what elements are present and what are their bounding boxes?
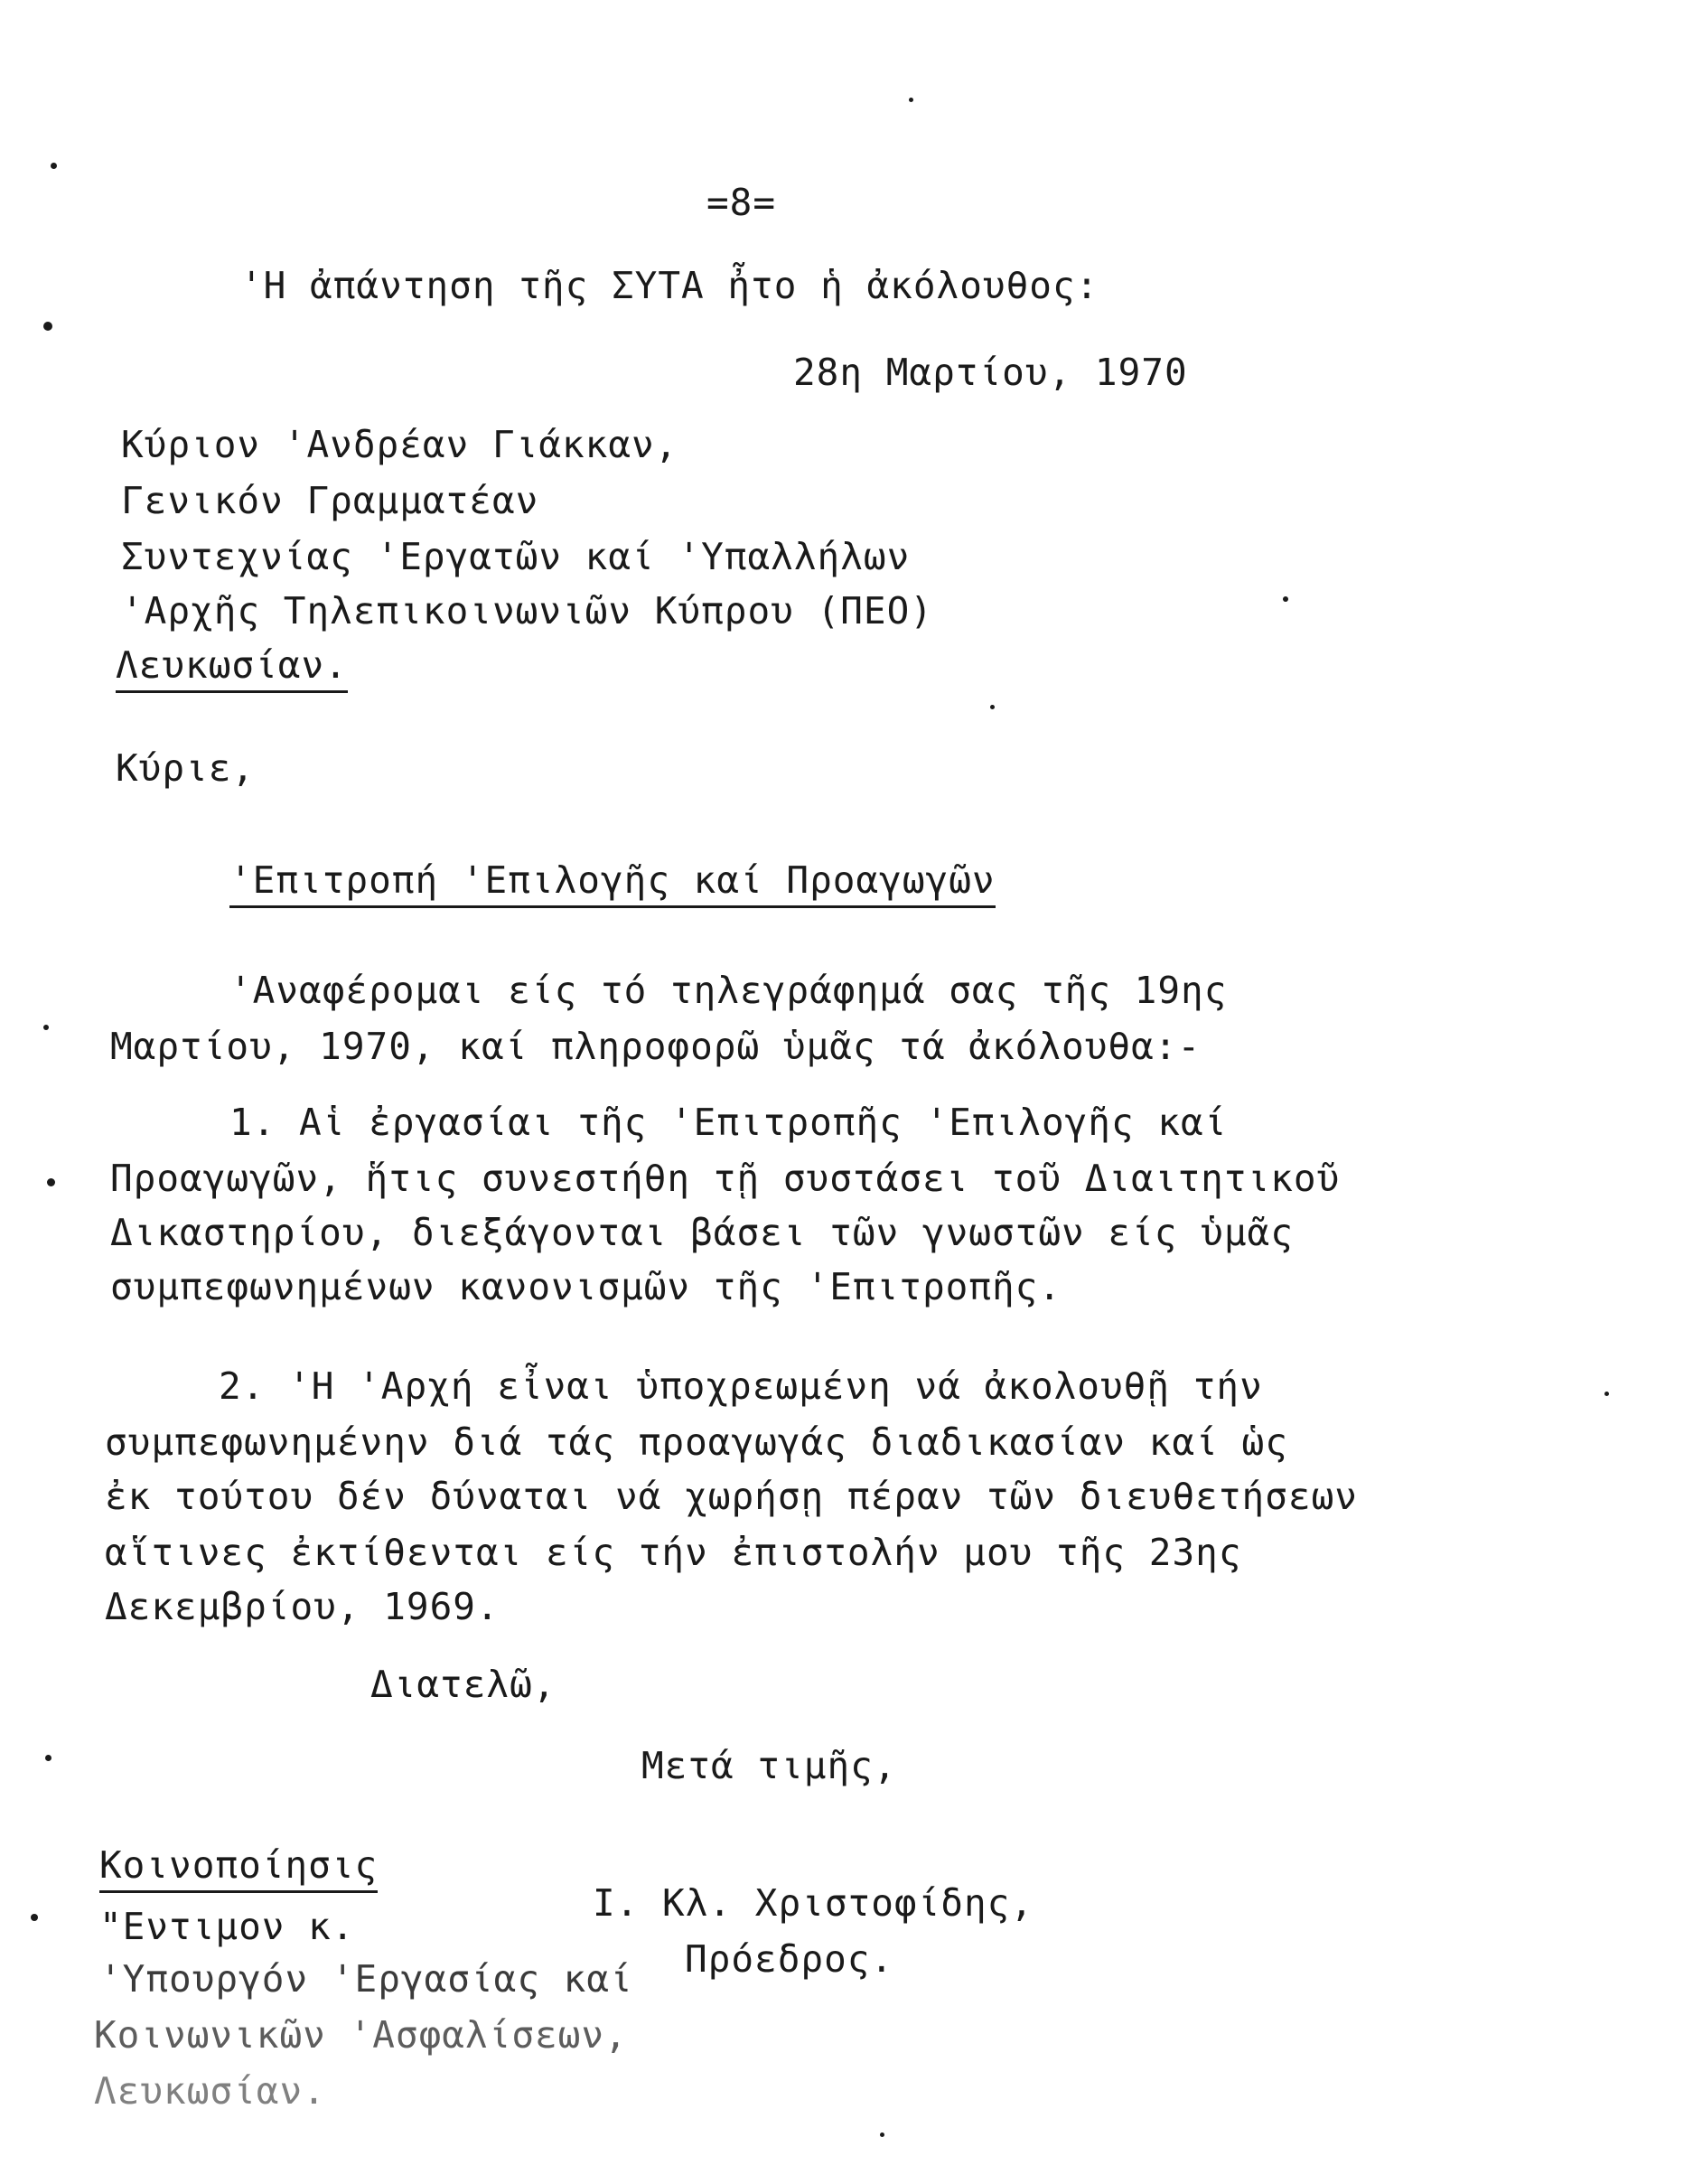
cc-heading: Κοινοποίησις [99, 1843, 378, 1893]
paragraph-line: συμπεφωνημένην διά τάς προαγωγάς διαδικασίαν καί ὡς [105, 1420, 1288, 1464]
paragraph-line: αἵτινες ἐκτίθενται είς τήν ἐπιστολήν μου τῆς 23ης [105, 1531, 1242, 1574]
scan-speck [990, 705, 995, 709]
scan-speck [880, 2132, 884, 2137]
paragraph-line: Προαγωγῶν, ἥτις συνεστήθη τῇ συστάσει τοῦ Διαιτητικοῦ [110, 1157, 1341, 1200]
paragraph-line: Δεκεμβρίου, 1969. [105, 1585, 500, 1628]
paragraph-line: Μαρτίου, 1970, καί πληροφορῶ ὑμᾶς τά ἀκόλουθα:- [110, 1025, 1202, 1068]
scan-speck [1604, 1392, 1609, 1396]
paragraph-line: 'Αναφέρομαι είς τό τηλεγράφημά σας τῆς 19ης [229, 969, 1228, 1012]
subject-heading: 'Επιτροπή 'Επιλογῆς καί Προαγωγῶν [229, 858, 996, 908]
signatory-name: Ι. Κλ. Χριστοφίδης, [593, 1881, 1034, 1925]
cc-line: Κοινωνικῶν 'Ασφαλίσεων, [94, 2013, 628, 2057]
closing: Διατελῶ, [370, 1663, 557, 1706]
closing-2: Μετά τιμῆς, [641, 1744, 897, 1787]
signatory-title: Πρόεδρος. [685, 1937, 894, 1981]
salutation: Κύριε, [116, 746, 256, 790]
scan-speck [51, 163, 57, 169]
page-number: =8= [706, 181, 777, 224]
cc-line: 'Υπουργόν 'Εργασίας καί [99, 1957, 633, 2001]
cc-line: Λευκωσίαν. [94, 2069, 326, 2113]
scan-speck [909, 98, 913, 102]
paragraph-line: ἐκ τούτου δέν δύναται νά χωρήσῃ πέραν τῶν διευθετήσεων [105, 1475, 1358, 1518]
addressee-line: Γενικόν Γραμματέαν [121, 479, 539, 522]
cc-line: "Εντιμον κ. [99, 1905, 355, 1948]
addressee-city: Λευκωσίαν. [116, 643, 348, 693]
intro-line: 'Η ἀπάντηση τῆς ΣΥΤΑ ἦτο ἡ ἀκόλουθος: [240, 264, 1099, 307]
scan-speck [1283, 596, 1288, 602]
paragraph-line: 2. 'Η 'Αρχή εἶναι ὑποχρεωμένη νά ἀκολουθῇ τήν [219, 1364, 1263, 1408]
scan-speck [31, 1914, 38, 1921]
addressee-line: Συντεχνίας 'Εργατῶν καί 'Υπαλλήλων [121, 535, 911, 578]
scan-speck [43, 322, 52, 331]
scan-speck [45, 1755, 51, 1761]
paragraph-line: συμπεφωνημένων κανονισμῶν τῆς 'Επιτροπῆς. [110, 1265, 1062, 1308]
paragraph-line: 1. Αἱ ἐργασίαι τῆς 'Επιτροπῆς 'Επιλογῆς καί [229, 1101, 1228, 1144]
addressee-line: Κύριον 'Ανδρέαν Γιάκκαν, [121, 423, 678, 466]
addressee-line: 'Αρχῆς Τηλεπικοινωνιῶν Κύπρου (ΠΕΟ) [121, 589, 933, 633]
scan-speck [47, 1178, 55, 1186]
letter-date: 28η Μαρτίου, 1970 [793, 351, 1188, 394]
paragraph-line: Δικαστηρίου, διεξάγονται βάσει τῶν γνωστῶν είς ὑμᾶς [110, 1211, 1294, 1254]
scan-speck [43, 1025, 49, 1030]
